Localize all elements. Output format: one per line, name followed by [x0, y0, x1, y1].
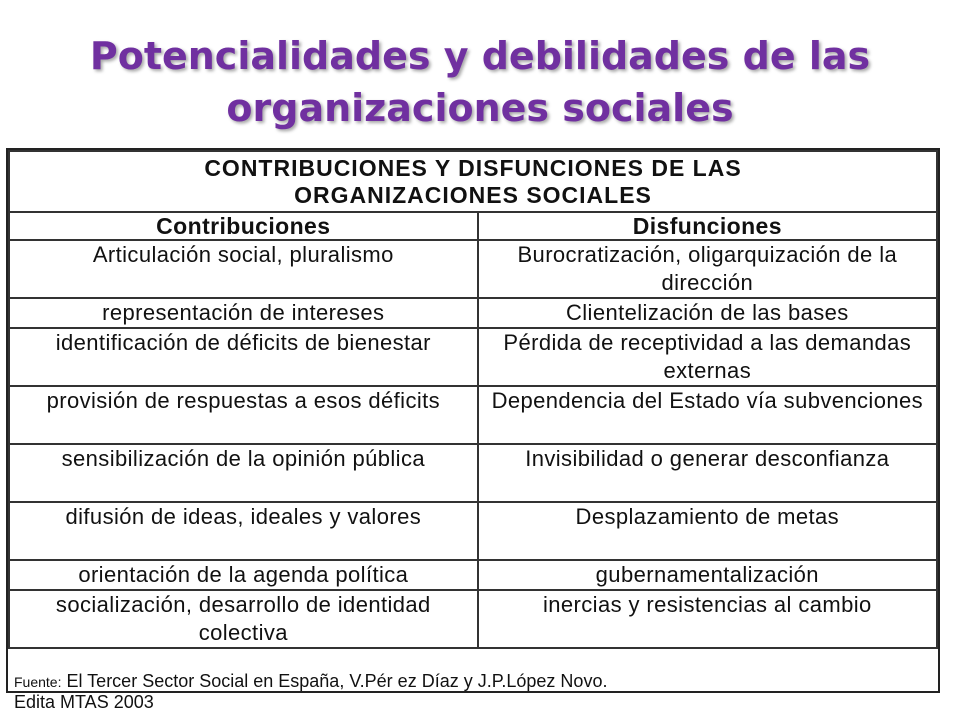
- source-label: Fuente:: [14, 674, 62, 690]
- column-header-contribuciones: Contribuciones: [9, 212, 478, 240]
- dysfunction-cell: Clientelización de las bases: [478, 298, 937, 328]
- table-row: [9, 560, 937, 590]
- table-row: [9, 386, 937, 444]
- source-publisher: Edita MTAS 2003: [14, 692, 154, 712]
- contribution-cell: identificación de déficits de bienestar: [9, 328, 478, 386]
- contribution-cell: sensibilización de la opinión pública: [9, 444, 478, 502]
- source-note: [6, 671, 914, 712]
- table-title: CONTRIBUCIONES Y DISFUNCIONES DE LAS ORGANIZACIONES SOCIALES: [9, 151, 937, 212]
- title-line-2: organizaciones sociales: [226, 86, 734, 130]
- contribution-cell: Articulación social, pluralismo: [9, 240, 478, 298]
- contributions-table-image: [6, 148, 940, 693]
- dysfunction-cell: Dependencia del Estado vía subvenciones: [478, 386, 937, 444]
- contribution-cell: difusión de ideas, ideales y valores: [9, 502, 478, 560]
- dysfunction-cell: Burocratización, oligarquización de la dirección: [478, 240, 937, 298]
- contribution-cell: provisión de respuestas a esos déficits: [9, 386, 478, 444]
- table-title-row: [9, 151, 937, 212]
- dysfunction-cell: Invisibilidad o generar desconfianza: [478, 444, 937, 502]
- contributions-table: [8, 150, 938, 649]
- table-row: [9, 590, 937, 648]
- source-text: El Tercer Sector Social en España, V.Pér ez Díaz y J.P.López Novo.: [66, 671, 608, 691]
- dysfunction-cell: gubernamentalización: [478, 560, 937, 590]
- column-header-row: [9, 212, 937, 240]
- column-header-disfunciones: Disfunciones: [478, 212, 937, 240]
- contribution-cell: orientación de la agenda política: [9, 560, 478, 590]
- dysfunction-cell: inercias y resistencias al cambio: [478, 590, 937, 648]
- table-row: [9, 444, 937, 502]
- table-row: [9, 502, 937, 560]
- dysfunction-cell: Pérdida de receptividad a las demandas externas: [478, 328, 937, 386]
- table-row: [9, 298, 937, 328]
- dysfunction-cell: Desplazamiento de metas: [478, 502, 937, 560]
- table-row: [9, 328, 937, 386]
- slide-title: [0, 30, 960, 134]
- contribution-cell: representación de intereses: [9, 298, 478, 328]
- contribution-cell: socialización, desarrollo de identidad colectiva: [9, 590, 478, 648]
- title-line-1: Potencialidades y debilidades de las: [89, 34, 871, 78]
- table-row: [9, 240, 937, 298]
